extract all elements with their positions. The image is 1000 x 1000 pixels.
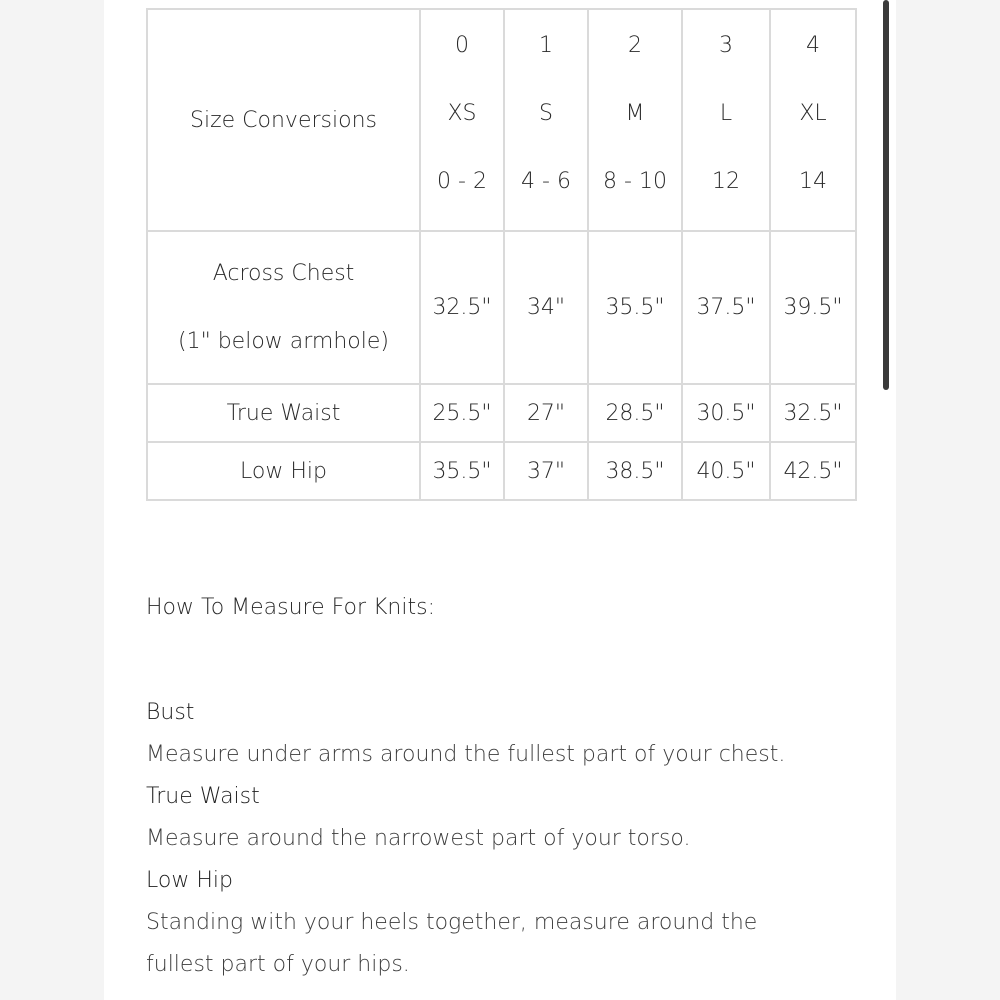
size-number: 4 xyxy=(806,33,820,58)
size-us-range: 12 xyxy=(712,169,740,194)
size-us-range: 8 - 10 xyxy=(603,169,667,194)
table-cell: 34" xyxy=(504,231,588,384)
size-conversions-label: Size Conversions xyxy=(147,9,420,231)
size-letter: M xyxy=(625,101,645,126)
table-row-low-hip xyxy=(147,442,856,500)
scrollbar[interactable] xyxy=(883,0,889,390)
table-cell: 40.5" xyxy=(682,442,770,500)
table-row-across-chest xyxy=(147,231,856,384)
size-us-range: 0 - 2 xyxy=(437,169,487,194)
size-header-row xyxy=(147,9,856,231)
table-cell: 38.5" xyxy=(588,442,682,500)
guide-description-low-hip-line1: Standing with your heels together, measure around the xyxy=(146,910,758,935)
size-column-2 xyxy=(588,9,682,231)
row-label-across-chest xyxy=(147,231,420,384)
table-cell: 25.5" xyxy=(420,384,504,442)
guide-description-bust: Measure under arms around the fullest part of your chest. xyxy=(146,742,786,767)
guide-list xyxy=(146,692,886,986)
size-number: 3 xyxy=(719,33,733,58)
row-label-note: (1" below armhole) xyxy=(178,328,389,354)
guide-description-true-waist: Measure around the narrowest part of your torso. xyxy=(146,826,691,851)
table-cell: 37.5" xyxy=(682,231,770,384)
table-row-true-waist xyxy=(147,384,856,442)
size-number: 1 xyxy=(539,33,553,58)
size-column-4 xyxy=(770,9,856,231)
size-letter: XL xyxy=(799,101,827,126)
guide-term-true-waist: True Waist xyxy=(146,784,260,809)
guide-description-low-hip-line2: fullest part of your hips. xyxy=(146,952,410,977)
size-letter: L xyxy=(719,101,733,126)
row-label-low-hip: Low Hip xyxy=(147,442,420,500)
table-cell: 32.5" xyxy=(420,231,504,384)
table-cell: 37" xyxy=(504,442,588,500)
size-letter: XS xyxy=(447,101,477,126)
table-cell: 39.5" xyxy=(770,231,856,384)
size-column-3 xyxy=(682,9,770,231)
table-cell: 27" xyxy=(504,384,588,442)
size-number: 0 xyxy=(455,33,469,58)
guide-term-bust: Bust xyxy=(146,700,195,725)
table-cell: 35.5" xyxy=(588,231,682,384)
table-cell: 35.5" xyxy=(420,442,504,500)
table-cell: 32.5" xyxy=(770,384,856,442)
size-chart-table xyxy=(146,8,857,501)
table-cell: 30.5" xyxy=(682,384,770,442)
row-label-line: Across Chest xyxy=(212,260,355,286)
guide-title: How To Measure For Knits: xyxy=(146,595,435,620)
row-label-true-waist: True Waist xyxy=(147,384,420,442)
size-column-0 xyxy=(420,9,504,231)
size-column-1 xyxy=(504,9,588,231)
table-cell: 42.5" xyxy=(770,442,856,500)
measure-guide xyxy=(146,580,886,986)
size-us-range: 4 - 6 xyxy=(521,169,571,194)
size-us-range: 14 xyxy=(799,169,827,194)
table-cell: 28.5" xyxy=(588,384,682,442)
size-number: 2 xyxy=(628,33,642,58)
size-letter: S xyxy=(539,101,553,126)
guide-term-low-hip: Low Hip xyxy=(146,868,233,893)
